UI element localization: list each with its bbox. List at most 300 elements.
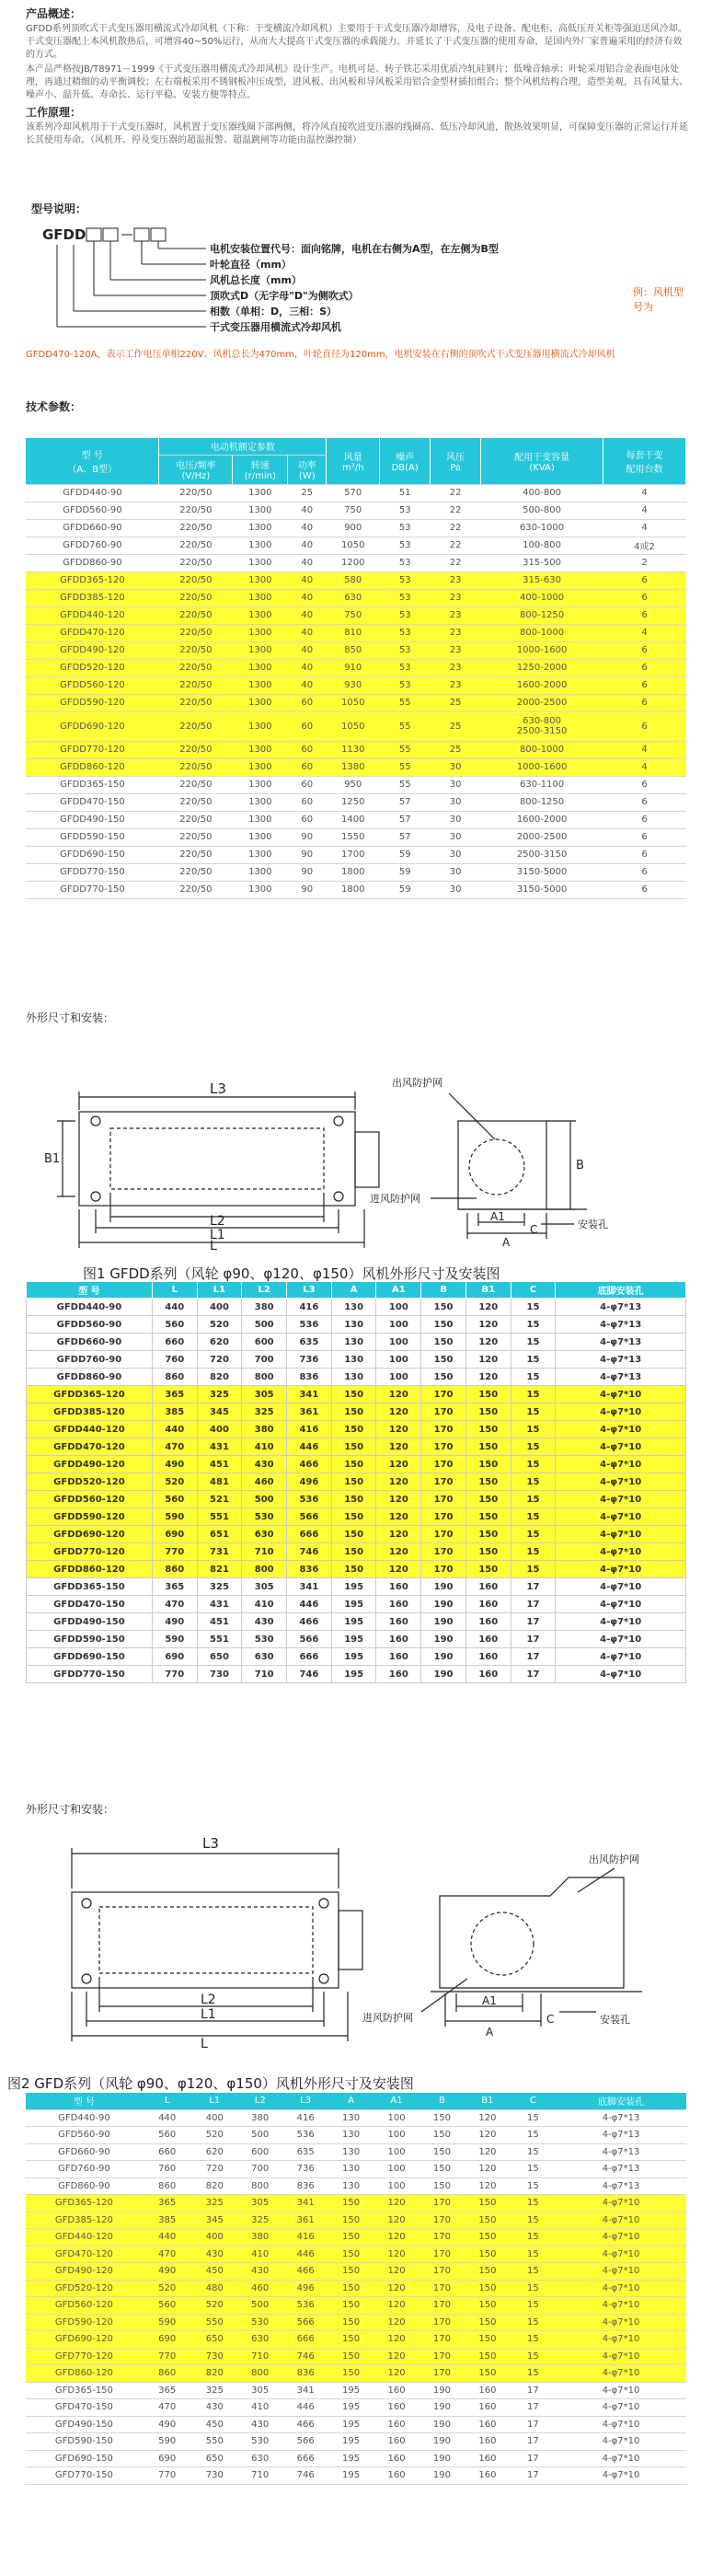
dims1-cell: 361 [287, 1404, 332, 1421]
dims1-title-wrap [26, 1010, 688, 1025]
tech-cell: 1300 [233, 537, 288, 554]
tech-cell: 1550 [327, 828, 380, 846]
tech-cell: 220/50 [159, 641, 233, 659]
tech-cell: 55 [380, 776, 431, 793]
dims1-cell: 190 [421, 1666, 466, 1683]
dims2-cell: 120 [373, 2314, 419, 2331]
dims2-cell: 710 [237, 2348, 282, 2365]
tech-cell: 1300 [233, 519, 288, 537]
tech-cell: 220/50 [159, 694, 233, 711]
dims1-cell: 770 [152, 1543, 197, 1561]
fig1-l: L [210, 1239, 217, 1250]
model-section [26, 201, 688, 348]
dims2-cell: 635 [282, 2143, 328, 2161]
tech-cell: 1300 [233, 606, 288, 624]
dims1-cell: 760 [152, 1351, 197, 1369]
dims2-cell: 130 [328, 2161, 373, 2178]
tech-cell: 750 [327, 502, 380, 519]
tech-cell: 6 [603, 793, 686, 811]
code-box-4 [151, 228, 166, 241]
overview-title: 产品概述： [26, 7, 82, 20]
dims1-cell: 170 [421, 1421, 466, 1438]
dims2-row [26, 2297, 686, 2315]
tech-cell: 1300 [233, 694, 288, 711]
dims1-cell: 120 [465, 1334, 511, 1351]
tech-cell: 25 [288, 484, 327, 502]
tech-cell: 1300 [233, 572, 288, 589]
tech-cell: 23 [431, 659, 481, 676]
tech-cell: GFDD440-90 [26, 484, 159, 502]
tech-cell: 950 [327, 776, 380, 793]
dims1-cell: 17 [511, 1631, 556, 1648]
tech-cell: 6 [603, 828, 686, 846]
dims2-cell: 150 [465, 2331, 510, 2349]
dims1-cell: 150 [465, 1561, 511, 1578]
principle-text: 该系列冷却风机用于干式变压器时，风机置于变压器线圈下部两侧，将冷风直接吹进变压器的线圈高、低压冷却风道，散热效果明显，可保障变压器的正常运行并延长其使用寿命。（风机开、停及变压器的超温报警、超温跳闸等功能由温控器控制） [26, 122, 688, 145]
tech-cell: GFDD690-150 [26, 846, 159, 863]
tech-cell: GFDD770-150 [26, 881, 159, 898]
dims1-cell: 431 [197, 1438, 242, 1456]
dims1-cell: 160 [465, 1613, 511, 1631]
tech-cell: 220/50 [159, 863, 233, 881]
th-power: 功率 (W) [288, 455, 327, 484]
dims2-cell: 820 [192, 2177, 237, 2195]
dims1-cell: 120 [376, 1456, 421, 1473]
dims2-cell: 15 [511, 2314, 556, 2331]
dims1-row [27, 1404, 686, 1421]
tech-cell: 800-1000 [481, 741, 603, 758]
dims1-row [27, 1543, 686, 1561]
tech-cell: 220/50 [159, 606, 233, 624]
tech-cell: 30 [431, 846, 481, 863]
dims1-header-cell: L2 [242, 1282, 287, 1299]
dims2-cell: 860 [143, 2177, 192, 2195]
dims2-cell: 736 [282, 2161, 328, 2178]
model-line-2: 叶轮直径（mm） [210, 259, 292, 271]
dims2-cell: 160 [465, 2450, 510, 2467]
dims1-cell: 150 [465, 1508, 511, 1526]
dims1-cell: 4-φ7*10 [556, 1543, 686, 1561]
tech-cell: 53 [380, 659, 431, 676]
dims2-cell: 15 [511, 2143, 556, 2161]
dims2-cell: 160 [373, 2399, 419, 2417]
dims2-cell: GFD520-120 [26, 2280, 143, 2297]
dims1-cell: 160 [376, 1666, 421, 1683]
dims2-header-cell: A1 [373, 2093, 419, 2109]
dims1-row [27, 1421, 686, 1438]
dims2-cell: 15 [511, 2127, 556, 2144]
dims2-cell: 15 [511, 2280, 556, 2297]
dims2-cell: 730 [192, 2467, 237, 2485]
tech-cell: 1250 [327, 793, 380, 811]
tech-cell: 1050 [327, 537, 380, 554]
dims1-cell: 120 [376, 1543, 421, 1561]
dims2-cell: 600 [237, 2143, 282, 2161]
dims1-cell: GFDD490-120 [27, 1456, 153, 1473]
tech-cell: 60 [288, 711, 327, 741]
dims1-cell: 410 [242, 1438, 287, 1456]
dims1-cell: 15 [511, 1334, 556, 1351]
side-impeller [469, 1139, 524, 1195]
dims1-row [27, 1561, 686, 1578]
dims2-cell: 15 [511, 2246, 556, 2263]
dims1-header-cell: L [152, 1282, 197, 1299]
dims2-cell: 195 [328, 2467, 373, 2485]
dims1-cell: 195 [331, 1596, 376, 1613]
fig1-l3: L3 [210, 1080, 226, 1097]
dims1-header-cell: 型 号 [27, 1282, 153, 1299]
tech-cell: 90 [288, 828, 327, 846]
dims2-cell: 4-φ7*10 [556, 2450, 686, 2467]
dims2-cell: 4-φ7*10 [556, 2280, 686, 2297]
tech-row [26, 758, 686, 776]
dims1-cell: 150 [331, 1561, 376, 1578]
dims2-cell: 17 [511, 2382, 556, 2399]
dims2-cell: 4-φ7*10 [556, 2195, 686, 2212]
tech-row [26, 502, 686, 519]
figure1-drawing [26, 1029, 688, 1250]
dims1-row [27, 1508, 686, 1526]
tech-cell: 6 [603, 863, 686, 881]
model-note: GFDD470-120A，表示工作电压单相220V、风机总长为470mm，叶轮直径为120mm，电机安装在右侧的顶吹式干式变压器用横流式冷却风机 [26, 350, 615, 360]
tech-cell: 6 [603, 659, 686, 676]
dims1-cell: 195 [331, 1648, 376, 1666]
dims1-cell: 160 [465, 1631, 511, 1648]
dims1-header-cell: 底脚安装孔 [556, 1282, 686, 1299]
dims1-cell: 710 [242, 1543, 287, 1561]
dims1-cell: 15 [511, 1456, 556, 1473]
dims2-cell: 120 [465, 2143, 510, 2161]
tech-cell: 220/50 [159, 793, 233, 811]
dims2-cell: 195 [328, 2382, 373, 2399]
fig1-l2: L2 [210, 1214, 225, 1229]
dims1-cell: 590 [152, 1631, 197, 1648]
dims2-cell: 160 [465, 2433, 510, 2451]
tech-cell: 51 [380, 484, 431, 502]
dims1-cell: 15 [511, 1491, 556, 1508]
tech-cell: 23 [431, 572, 481, 589]
tech-cell: 800-1000 [481, 624, 603, 641]
dims2-row [26, 2229, 686, 2247]
dims2-cell: 120 [465, 2177, 510, 2195]
tech-row [26, 793, 686, 811]
dims2-cell: 630 [237, 2450, 282, 2467]
dims1-cell: 150 [465, 1421, 511, 1438]
tech-row [26, 811, 686, 828]
dims1-cell: 17 [511, 1596, 556, 1613]
dims1-cell: 660 [152, 1334, 197, 1351]
dims1-cell: 120 [376, 1386, 421, 1404]
dims1-cell: 800 [242, 1369, 287, 1386]
dims2-cell: 430 [192, 2246, 237, 2263]
fig1-a: A [502, 1236, 511, 1249]
dims1-cell: 4-φ7*10 [556, 1491, 686, 1508]
tech-cell: 40 [288, 676, 327, 694]
dims1-cell: 380 [242, 1299, 287, 1316]
tech-cell: 90 [288, 881, 327, 898]
dims1-header-cell: L3 [287, 1282, 332, 1299]
dims1-cell: 800 [242, 1561, 287, 1578]
dims1-cell: 195 [331, 1578, 376, 1596]
dims2-cell: 560 [143, 2297, 192, 2315]
dims2-cell: 341 [282, 2195, 328, 2212]
tech-cell: 30 [431, 828, 481, 846]
dims2-cell: GFD365-120 [26, 2195, 143, 2212]
dims1-cell: 4-φ7*10 [556, 1596, 686, 1613]
tech-cell: 2000-2500 [481, 694, 603, 711]
tech-cell: 1300 [233, 589, 288, 606]
dims1-cell: 100 [376, 1334, 421, 1351]
model-line-6: 干式变压器用横流式冷却风机 [210, 321, 341, 333]
dims1-header-row [27, 1282, 686, 1299]
dims1-cell: GFDD690-120 [27, 1526, 153, 1543]
tech-cell: 220/50 [159, 711, 233, 741]
dims2-cell: 530 [237, 2433, 282, 2451]
tech-cell: 57 [380, 828, 431, 846]
dims2-cell: 17 [511, 2450, 556, 2467]
dims2-cell: 4-φ7*10 [556, 2416, 686, 2433]
dims2-table-body [26, 2093, 686, 2484]
dims1-cell: 566 [287, 1631, 332, 1648]
fig2-l1: L1 [201, 2007, 216, 2022]
dims2-cell: 480 [192, 2280, 237, 2297]
dims2-cell: GFD385-120 [26, 2212, 143, 2229]
dims1-cell: 630 [242, 1648, 287, 1666]
dims1-cell: 440 [152, 1421, 197, 1438]
dims2-cell: 770 [143, 2348, 192, 2365]
dims1-cell: 17 [511, 1613, 556, 1631]
fig1-out-label: 出风防护网 [392, 1077, 442, 1089]
dims1-cell: 195 [331, 1666, 376, 1683]
dims2-cell: GFD470-150 [26, 2399, 143, 2417]
dims1-cell: 150 [331, 1473, 376, 1491]
dims1-cell: 400 [197, 1421, 242, 1438]
dims1-cell: 4-φ7*10 [556, 1438, 686, 1456]
dims1-cell: 150 [421, 1299, 466, 1316]
tech-cell: 90 [288, 863, 327, 881]
dims1-cell: 15 [511, 1473, 556, 1491]
dims2-cell: 490 [143, 2416, 192, 2433]
dims1-cell: 470 [152, 1596, 197, 1613]
dims1-cell: 170 [421, 1473, 466, 1491]
tech-row [26, 676, 686, 694]
dims1-cell: 720 [197, 1351, 242, 1369]
dims1-header-cell: B [421, 1282, 466, 1299]
dims1-header-cell: A1 [376, 1282, 421, 1299]
tech-cell: 1800 [327, 881, 380, 898]
dims1-title: 外形尺寸和安装： [26, 1011, 115, 1024]
tech-cell: 6 [603, 606, 686, 624]
tech-cell: 53 [380, 502, 431, 519]
dims2-cell: 190 [419, 2467, 465, 2485]
dims1-cell: 560 [152, 1316, 197, 1334]
dims1-cell: 120 [376, 1491, 421, 1508]
tech-cell: 60 [288, 758, 327, 776]
dims1-cell: 170 [421, 1508, 466, 1526]
fan-body-side [458, 1121, 546, 1209]
dims1-cell: 4-φ7*10 [556, 1421, 686, 1438]
dims2-cell: 466 [282, 2263, 328, 2281]
tech-row [26, 519, 686, 537]
dims2-cell: 325 [192, 2382, 237, 2399]
dims1-cell: GFDD470-120 [27, 1438, 153, 1456]
dims2-cell: 836 [282, 2365, 328, 2383]
dims2-cell: 566 [282, 2433, 328, 2451]
dims2-cell: GFD770-150 [26, 2467, 143, 2485]
dims1-cell: 4-φ7*10 [556, 1456, 686, 1473]
tech-cell: 40 [288, 641, 327, 659]
dims1-cell: GFDD590-120 [27, 1508, 153, 1526]
dims1-cell: 4-φ7*13 [556, 1316, 686, 1334]
dims2-cell: GFD590-150 [26, 2433, 143, 2451]
tech-cell: 315-500 [481, 554, 603, 572]
dims2-cell: 710 [237, 2467, 282, 2485]
dims2-row [26, 2127, 686, 2144]
dims1-cell: 4-φ7*13 [556, 1351, 686, 1369]
dims2-cell: 4-φ7*13 [556, 2161, 686, 2178]
dims1-cell: 170 [421, 1543, 466, 1561]
dims1-cell: 15 [511, 1316, 556, 1334]
th-press: 风压 Pa [431, 438, 481, 484]
dims2-row [26, 2382, 686, 2399]
dims1-cell: 160 [465, 1648, 511, 1666]
tech-cell: 750 [327, 606, 380, 624]
dims1-cell: 150 [331, 1386, 376, 1404]
dims1-cell: 690 [152, 1648, 197, 1666]
dims2-cell: 690 [143, 2450, 192, 2467]
dims1-cell: 150 [465, 1456, 511, 1473]
dims1-cell: 736 [287, 1351, 332, 1369]
dims2-cell: 430 [237, 2416, 282, 2433]
dims2-cell: 195 [328, 2433, 373, 2451]
tech-cell: 40 [288, 537, 327, 554]
tech-cell: 220/50 [159, 776, 233, 793]
dims1-row [27, 1648, 686, 1666]
dims2-cell: GFD560-90 [26, 2127, 143, 2144]
dims2-cell: 150 [465, 2348, 510, 2365]
dims1-cell: 150 [465, 1404, 511, 1421]
dims1-cell: 630 [242, 1526, 287, 1543]
tech-cell: 630-1100 [481, 776, 603, 793]
dims2-cell: 150 [328, 2246, 373, 2263]
dims2-cell: 450 [192, 2263, 237, 2281]
dims2-cell: 4-φ7*10 [556, 2348, 686, 2365]
tech-cell: 60 [288, 741, 327, 758]
dims1-cell: 160 [376, 1596, 421, 1613]
tech-cell: 22 [431, 502, 481, 519]
dims1-cell: 746 [287, 1543, 332, 1561]
tech-cell: 1800 [327, 863, 380, 881]
tech-row [26, 776, 686, 793]
dims2-row [26, 2195, 686, 2212]
dims1-row [27, 1386, 686, 1404]
dims1-cell: 195 [331, 1613, 376, 1631]
tech-cell: GFDD470-150 [26, 793, 159, 811]
dims2-cell: GFD490-120 [26, 2263, 143, 2281]
dims1-cell: 160 [376, 1631, 421, 1648]
tech-cell: 220/50 [159, 676, 233, 694]
tech-cell: 53 [380, 641, 431, 659]
tech-cell: 220/50 [159, 554, 233, 572]
dims1-cell: GFDD365-120 [27, 1386, 153, 1404]
dims2-cell: 650 [192, 2450, 237, 2467]
dims1-cell: 4-φ7*13 [556, 1369, 686, 1386]
dims2-cell: GFD770-120 [26, 2348, 143, 2365]
tech-row [26, 694, 686, 711]
dims2-cell: GFD560-120 [26, 2297, 143, 2315]
tech-cell: GFDD490-120 [26, 641, 159, 659]
dims2-cell: 150 [419, 2161, 465, 2178]
tech-cell: 400-800 [481, 484, 603, 502]
dims1-cell: 15 [511, 1369, 556, 1386]
tech-row [26, 606, 686, 624]
dims1-cell: 160 [465, 1596, 511, 1613]
dims1-cell: 120 [376, 1508, 421, 1526]
tech-cell: 6 [603, 711, 686, 741]
motor-box [355, 1132, 379, 1187]
dims2-cell: 160 [373, 2467, 419, 2485]
fan-impeller [110, 1128, 324, 1189]
dims1-row [27, 1369, 686, 1386]
dims2-cell: 150 [465, 2195, 510, 2212]
dims2-cell: 520 [143, 2280, 192, 2297]
tech-cell: 1300 [233, 776, 288, 793]
dims1-cell: 17 [511, 1666, 556, 1683]
tech-cell: 40 [288, 572, 327, 589]
dims1-table [26, 1281, 686, 1683]
dims2-cell: 100 [373, 2177, 419, 2195]
dims2-cell: 560 [143, 2127, 192, 2144]
tech-cell: 30 [431, 776, 481, 793]
dims1-cell: 150 [331, 1404, 376, 1421]
dims1-cell: 100 [376, 1351, 421, 1369]
dims1-cell: 4-φ7*10 [556, 1508, 686, 1526]
dims2-cell: 120 [373, 2365, 419, 2383]
dims2-cell: 150 [465, 2246, 510, 2263]
dims1-cell: GFDD690-150 [27, 1648, 153, 1666]
dims1-cell: 120 [465, 1351, 511, 1369]
dims1-cell: 860 [152, 1369, 197, 1386]
dims1-cell: 4-φ7*10 [556, 1386, 686, 1404]
dims1-cell: 536 [287, 1316, 332, 1334]
tech-cell: 57 [380, 811, 431, 828]
tech-cell: 1250-2000 [481, 659, 603, 676]
dims2-cell: 150 [328, 2280, 373, 2297]
dims2-cell: 120 [373, 2280, 419, 2297]
dims2-cell: GFD860-90 [26, 2177, 143, 2195]
tech-cell: 55 [380, 741, 431, 758]
dims2-cell: 4-φ7*10 [556, 2433, 686, 2451]
dims2-row [26, 2246, 686, 2263]
tech-cell: GFDD490-150 [26, 811, 159, 828]
dims2-row [26, 2263, 686, 2281]
dims1-cell: 15 [511, 1386, 556, 1404]
code-box-3 [134, 228, 149, 241]
dims1-cell: 731 [197, 1543, 242, 1561]
dims2-cell: 130 [328, 2127, 373, 2144]
tech-cell: 25 [431, 711, 481, 741]
dims2-cell: 380 [237, 2109, 282, 2127]
tech-cell: 59 [380, 881, 431, 898]
dims2-cell: 730 [192, 2348, 237, 2365]
dims1-cell: 160 [465, 1578, 511, 1596]
dims2-cell: 17 [511, 2399, 556, 2417]
overview-text: GFDD系列顶吹式干式变压器用横流式冷却风机（下称：干变横流冷却风机）主要用于干式变压器冷却增容，及电子设备、配电柜、高低压开关柜等强迫送风冷却。干式变压器配上本风机散热后，可增容40~50%运行，从而大大提高干式变压器的承载能力，并延长了干式变压器的使用寿命，是国内外厂家普遍采用的经济有效的方式。 [26, 24, 687, 60]
dims2-cell: 4-φ7*10 [556, 2314, 686, 2331]
dims1-cell: 400 [197, 1299, 242, 1316]
fig1-c: C [530, 1223, 538, 1236]
tech-cell: 900 [327, 519, 380, 537]
